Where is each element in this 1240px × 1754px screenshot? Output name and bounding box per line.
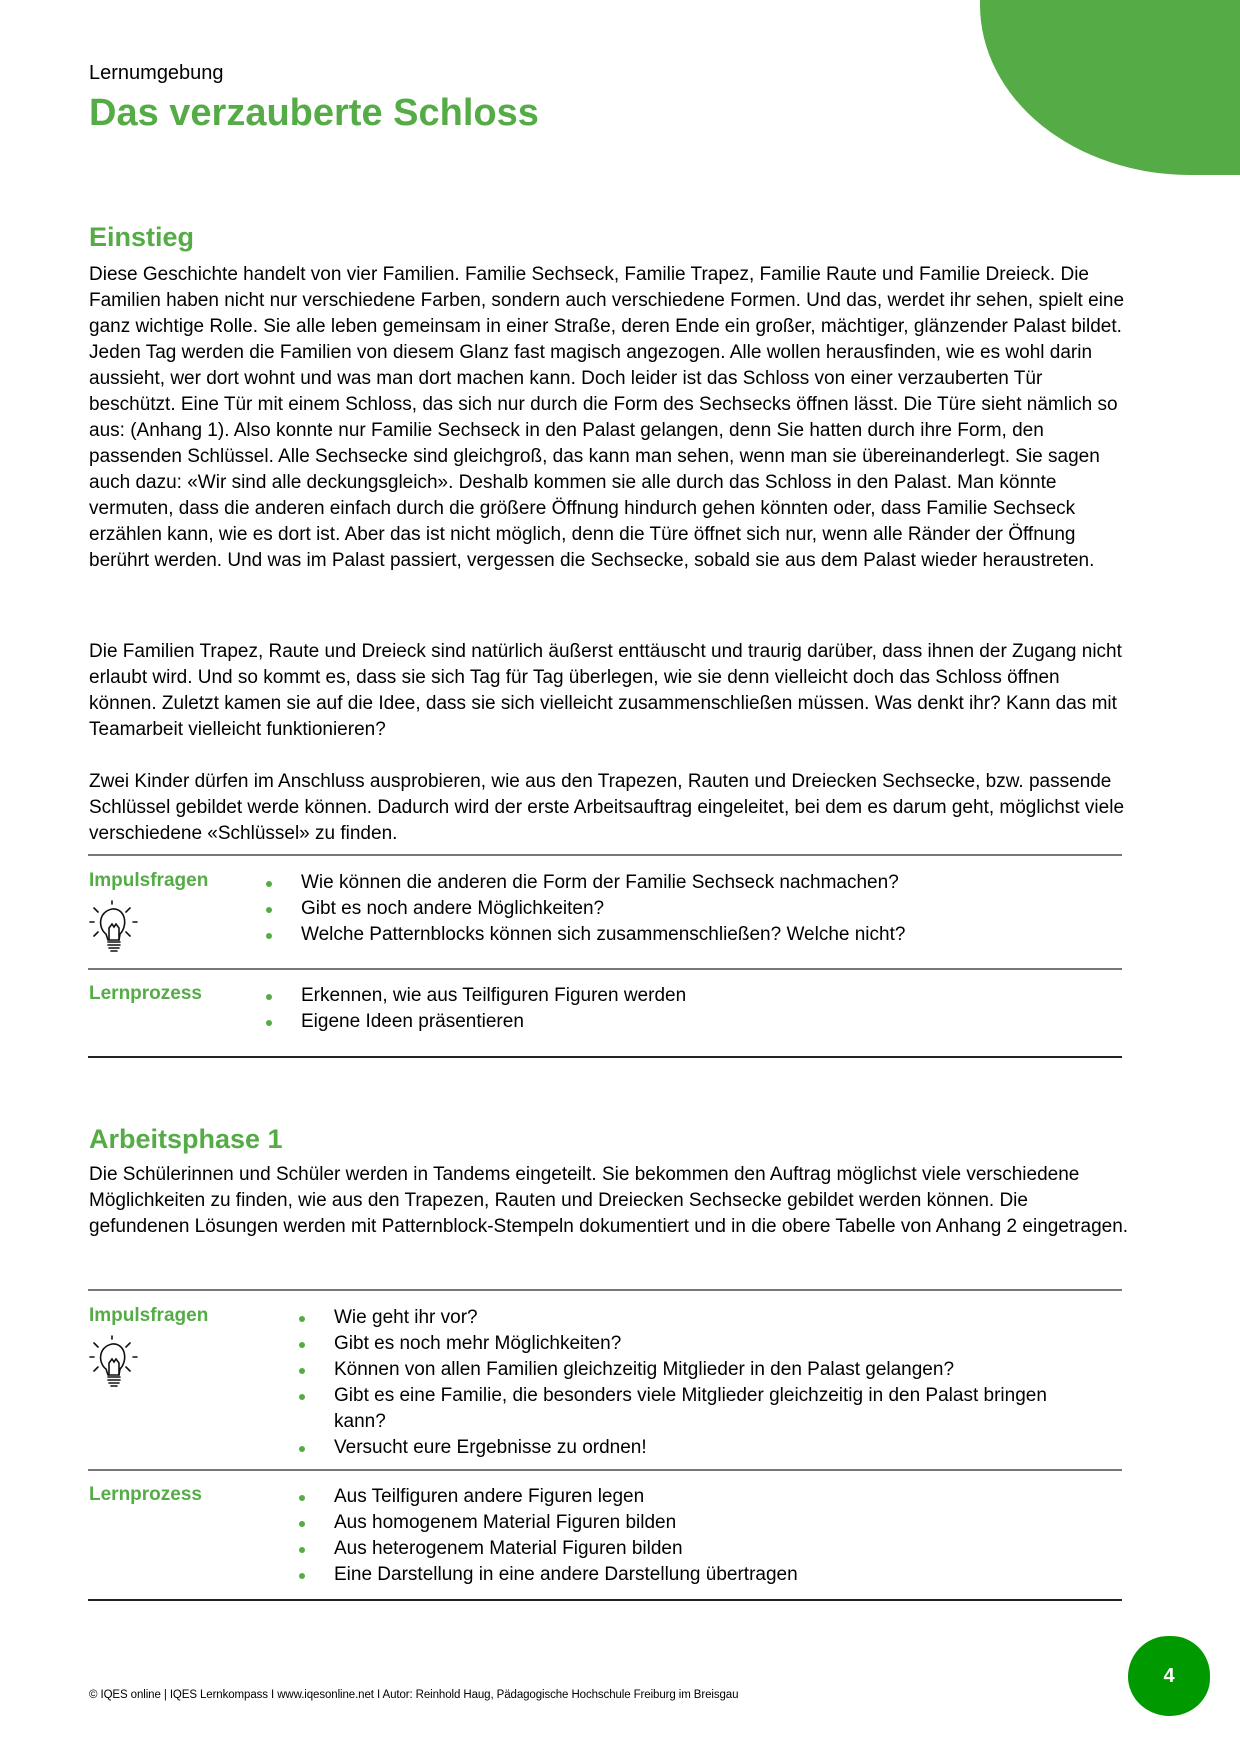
bullet-icon [266, 881, 272, 887]
list-item: Gibt es noch andere Möglichkeiten? [266, 896, 905, 922]
list-item: Welche Patternblocks können sich zusammenschließen? Welche nicht? [266, 922, 905, 948]
list-item: Können von allen Familien gleichzeitig Mitglieder in den Palast gelangen? [299, 1357, 1079, 1383]
page-number-badge: 4 [1128, 1636, 1210, 1716]
footer-credits: © IQES online | IQES Lernkompass I www.iqesonline.net I Autor: Reinhold Haug, Pädagogische Hochschule Freiburg im Breisgau [89, 1689, 739, 1701]
lernprozess-label: Lernprozess [89, 983, 202, 1004]
lightbulb-icon [88, 900, 140, 956]
list-item: Aus heterogenem Material Figuren bilden [299, 1536, 798, 1562]
list-item: Wie können die anderen die Form der Familie Sechseck nachmachen? [266, 870, 905, 896]
arbeitsphase1-info-table [88, 1289, 1122, 1601]
lernprozess-label: Lernprozess [89, 1484, 202, 1505]
bullet-icon [266, 1020, 272, 1026]
bullet-icon [299, 1547, 305, 1553]
impulsfragen-list [266, 870, 905, 948]
bullet-icon [299, 1495, 305, 1501]
list-item: Versucht eure Ergebnisse zu ordnen! [299, 1435, 1079, 1461]
impulsfragen-label: Impulsfragen [89, 870, 209, 891]
list-item: Aus homogenem Material Figuren bilden [299, 1510, 798, 1536]
list-item: Eine Darstellung in eine andere Darstellung übertragen [299, 1562, 798, 1588]
bullet-icon [299, 1368, 305, 1374]
lernprozess-row [88, 968, 1122, 1058]
bullet-icon [299, 1394, 305, 1400]
document-kicker: Lernumgebung [89, 62, 224, 84]
page-title: Das verzauberte Schloss [89, 92, 539, 134]
einstieg-paragraph-3: Zwei Kinder dürfen im Anschluss ausprobieren, wie aus den Trapezen, Rauten und Dreiecken Sechsecke, bzw. passende Schlüssel gebildet werde können. Dadurch wird der erste Arbeitsauftrag eingeleitet, bei dem es darum geht, möglichst viele verschiedene «Schlüssel» zu finden. [89, 771, 1125, 844]
list-item: Eigene Ideen präsentieren [266, 1009, 686, 1035]
bullet-icon [299, 1316, 305, 1322]
list-item: Gibt es noch mehr Möglichkeiten? [299, 1331, 1079, 1357]
bullet-icon [299, 1521, 305, 1527]
section-heading-arbeitsphase-1: Arbeitsphase 1 [89, 1124, 283, 1154]
impulsfragen-label: Impulsfragen [89, 1305, 209, 1326]
lernprozess-row [88, 1469, 1122, 1601]
einstieg-info-table [88, 854, 1122, 1058]
bullet-icon [266, 933, 272, 939]
bullet-icon [266, 907, 272, 913]
corner-decoration [980, 0, 1240, 175]
einstieg-paragraph-1: Diese Geschichte handelt von vier Familien. Familie Sechseck, Familie Trapez, Familie Raute und Familie Dreieck. Die Familien haben nicht nur verschiedene Farben, sondern auch verschiedene Formen. Und das, werdet ihr sehen, spielt eine ganz wichtige Rolle. Sie alle leben gemeinsam in einer Straße, deren Ende ein großer, mächtiger, glänzender Palast bildet. Jeden Tag werden die Familien von diesem Glanz fast magisch angezogen. Alle wollen herausfinden, wie es wohl darin aussieht, wer dort wohnt und was man dort machen kann. Doch leider ist das Schloss von einer verzauberten Tür beschützt. Eine Tür mit einem Schloss, das sich nur durch die Form des Sechsecks öffnen lässt. Die Türe sieht nämlich so aus: (Anhang 1). Also konnte nur Familie Sechseck in den Palast gelangen, denn Sie hatten durch ihre Form, den passenden Schlüssel. Alle Sechsecke sind gleichgroß, das kann man sehen, wenn man sie übereinanderlegt. Sie sagen auch dazu: «Wir sind alle deckungsgleich». Deshalb kommen sie alle durch das Schloss in den Palast. Man könnte vermuten, dass die anderen einfach durch die größere Öffnung hindurch gehen könnten oder, dass Familie Sechseck erzählen kann, wie es dort ist. Aber das ist nicht möglich, denn die Türe öffnet sich nur, wenn alle Ränder der Öffnung berührt werden. Und was im Palast passiert, vergessen die Sechsecke, sobald sie aus dem Palast wieder heraustreten. [89, 264, 1125, 571]
impulsfragen-row [88, 854, 1122, 968]
impulsfragen-list [299, 1305, 1079, 1461]
lernprozess-list [299, 1484, 798, 1588]
section-heading-einstieg: Einstieg [89, 222, 195, 252]
bullet-icon [299, 1573, 305, 1579]
list-item: Erkennen, wie aus Teilfiguren Figuren werden [266, 983, 686, 1009]
lightbulb-icon [88, 1335, 140, 1391]
impulsfragen-row [88, 1289, 1122, 1469]
bullet-icon [266, 994, 272, 1000]
bullet-icon [299, 1446, 305, 1452]
bullet-icon [299, 1342, 305, 1348]
arbeitsphase1-paragraph: Die Schülerinnen und Schüler werden in Tandems eingeteilt. Sie bekommen den Auftrag möglichst viele verschiedene Möglichkeiten zu finden, wie aus den Trapezen, Rauten und Dreiecken Sechsecke gebildet werden können. Die gefundenen Lösungen werden mit Patternblock-Stempeln dokumentiert und in die obere Tabelle von Anhang 2 eingetragen. [89, 1164, 1129, 1237]
list-item: Aus Teilfiguren andere Figuren legen [299, 1484, 798, 1510]
lernprozess-list [266, 983, 686, 1035]
list-item: Wie geht ihr vor? [299, 1305, 1079, 1331]
einstieg-paragraph-2: Die Familien Trapez, Raute und Dreieck sind natürlich äußerst enttäuscht und traurig darüber, dass ihnen der Zugang nicht erlaubt wird. Und so kommt es, dass sie sich Tag für Tag überlegen, wie sie denn vielleicht doch das Schloss öffnen können. Zuletzt kamen sie auf die Idee, dass sie sich vielleicht zusammenschließen müssen. Was denkt ihr? Kann das mit Teamarbeit vielleicht funktionieren? [89, 641, 1122, 740]
list-item: Gibt es eine Familie, die besonders viele Mitglieder gleichzeitig in den Palast bringen kann? [299, 1383, 1079, 1435]
